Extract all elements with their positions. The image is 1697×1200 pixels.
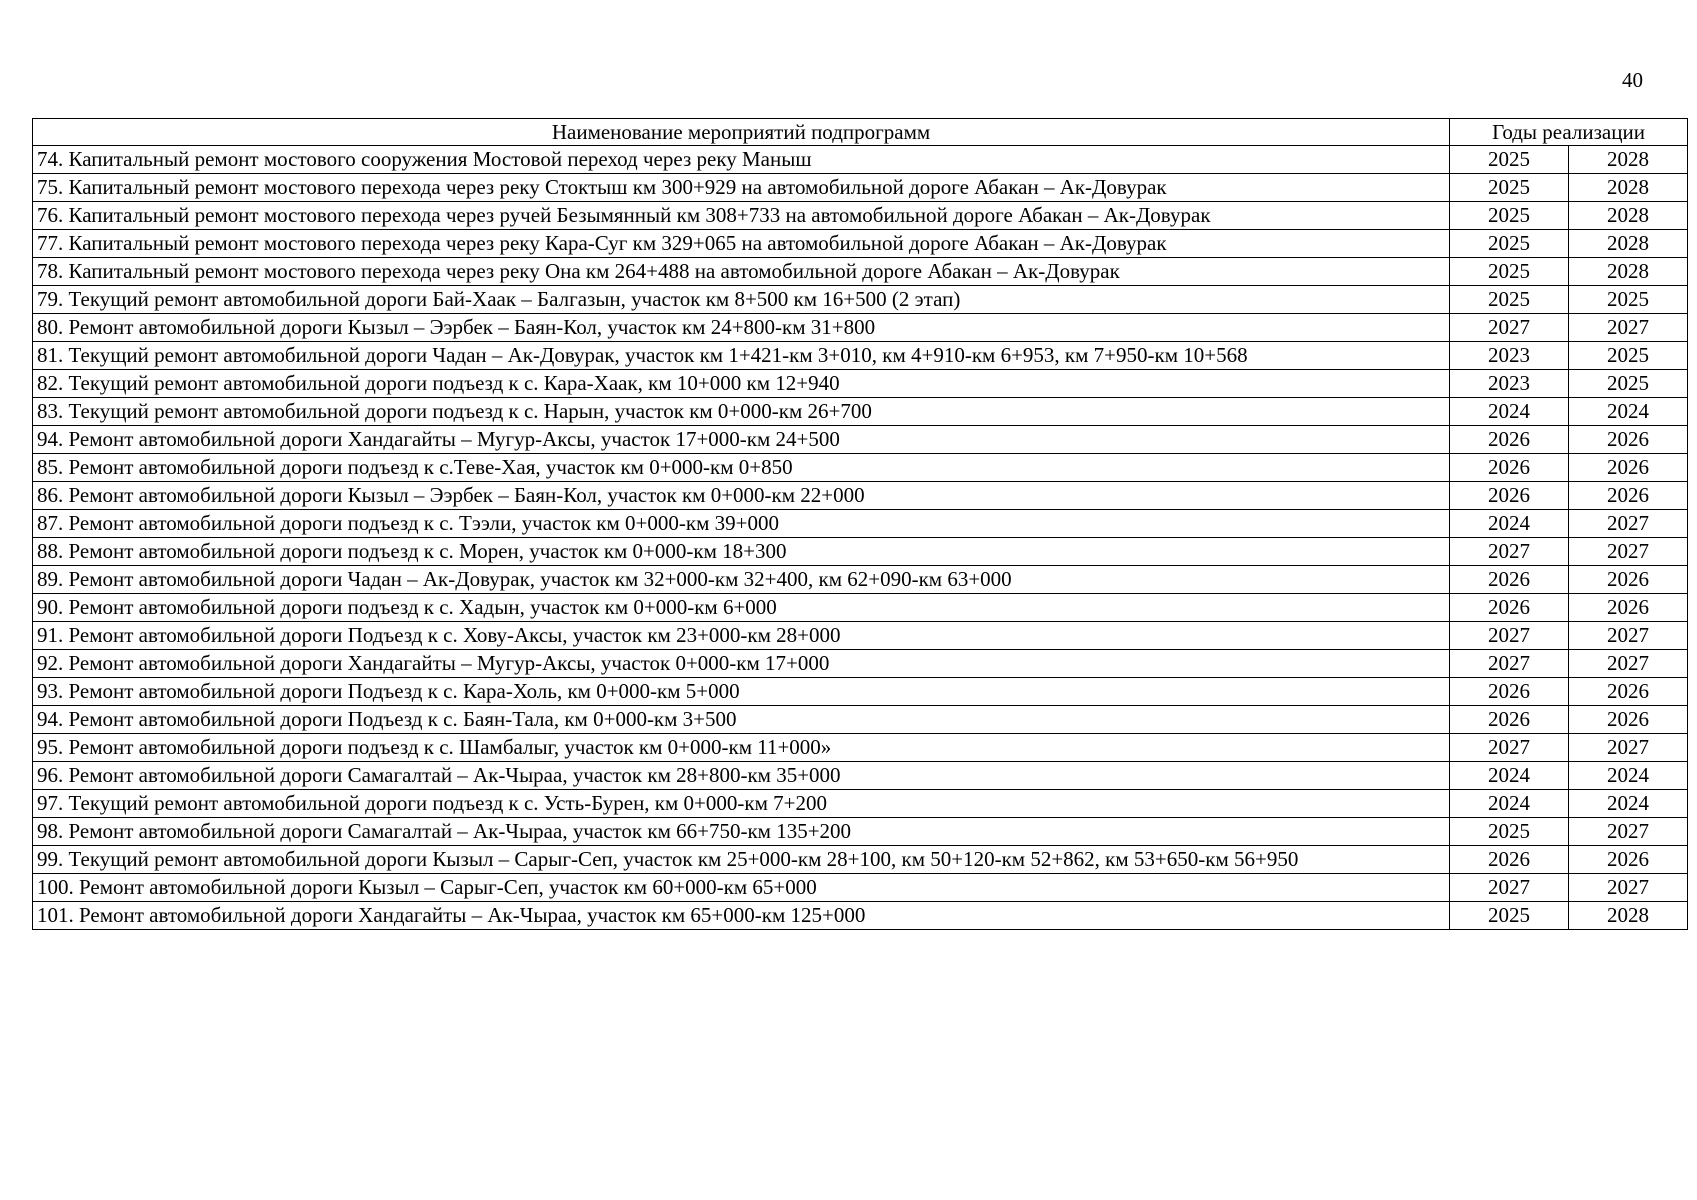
table-row [33, 426, 1688, 454]
start-year-cell: 2026 [1450, 566, 1569, 594]
start-year-cell: 2026 [1450, 426, 1569, 454]
measure-name-cell: 75. Капитальный ремонт мостового перехода через реку Стоктыш км 300+929 на автомобильной дороге Абакан – Ак-Довурак [33, 174, 1450, 202]
start-year-cell: 2025 [1450, 202, 1569, 230]
measure-name-cell: 91. Ремонт автомобильной дороги Подъезд к с. Хову-Аксы, участок км 23+000-км 28+000 [33, 622, 1450, 650]
measure-name-cell: 92. Ремонт автомобильной дороги Хандагайты – Мугур-Аксы, участок 0+000-км 17+000 [33, 650, 1450, 678]
start-year-cell: 2027 [1450, 650, 1569, 678]
measure-name-cell: 88. Ремонт автомобильной дороги подъезд к с. Морен, участок км 0+000-км 18+300 [33, 538, 1450, 566]
table-row [33, 230, 1688, 258]
table-row [33, 482, 1688, 510]
table-row [33, 454, 1688, 482]
table-row [33, 314, 1688, 342]
end-year-cell: 2027 [1569, 314, 1688, 342]
table-row [33, 678, 1688, 706]
table-row [33, 902, 1688, 930]
subprogram-measures-table [32, 118, 1688, 930]
measure-name-cell: 83. Текущий ремонт автомобильной дороги подъезд к с. Нарын, участок км 0+000-км 26+700 [33, 398, 1450, 426]
start-year-cell: 2024 [1450, 510, 1569, 538]
start-year-cell: 2027 [1450, 874, 1569, 902]
measure-name-cell: 74. Капитальный ремонт мостового сооружения Мостовой переход через реку Маныш [33, 146, 1450, 174]
table-row [33, 538, 1688, 566]
start-year-cell: 2027 [1450, 622, 1569, 650]
start-year-cell: 2024 [1450, 398, 1569, 426]
table-body [33, 146, 1688, 930]
table-row [33, 706, 1688, 734]
measure-name-cell: 82. Текущий ремонт автомобильной дороги подъезд к с. Кара-Хаак, км 10+000 км 12+940 [33, 370, 1450, 398]
table-row [33, 650, 1688, 678]
start-year-cell: 2025 [1450, 230, 1569, 258]
start-year-cell: 2026 [1450, 482, 1569, 510]
end-year-cell: 2026 [1569, 706, 1688, 734]
end-year-cell: 2027 [1569, 510, 1688, 538]
end-year-cell: 2025 [1569, 342, 1688, 370]
start-year-cell: 2026 [1450, 594, 1569, 622]
start-year-cell: 2026 [1450, 706, 1569, 734]
table-row [33, 510, 1688, 538]
end-year-cell: 2027 [1569, 874, 1688, 902]
table-row [33, 370, 1688, 398]
end-year-cell: 2026 [1569, 454, 1688, 482]
table-row [33, 762, 1688, 790]
end-year-cell: 2027 [1569, 650, 1688, 678]
measure-name-cell: 93. Ремонт автомобильной дороги Подъезд к с. Кара-Холь, км 0+000-км 5+000 [33, 678, 1450, 706]
header-measures-name: Наименование мероприятий подпрограмм [33, 119, 1450, 146]
table-row [33, 622, 1688, 650]
start-year-cell: 2027 [1450, 734, 1569, 762]
measure-name-cell: 94. Ремонт автомобильной дороги Подъезд к с. Баян-Тала, км 0+000-км 3+500 [33, 706, 1450, 734]
start-year-cell: 2027 [1450, 538, 1569, 566]
end-year-cell: 2026 [1569, 678, 1688, 706]
end-year-cell: 2025 [1569, 286, 1688, 314]
table-row [33, 818, 1688, 846]
end-year-cell: 2027 [1569, 734, 1688, 762]
table-row [33, 398, 1688, 426]
start-year-cell: 2026 [1450, 846, 1569, 874]
table-row [33, 874, 1688, 902]
end-year-cell: 2028 [1569, 258, 1688, 286]
header-implementation-years: Годы реализации [1450, 119, 1688, 146]
end-year-cell: 2025 [1569, 370, 1688, 398]
measure-name-cell: 89. Ремонт автомобильной дороги Чадан – Ак-Довурак, участок км 32+000-км 32+400, км 62+090-км 63+000 [33, 566, 1450, 594]
end-year-cell: 2024 [1569, 398, 1688, 426]
start-year-cell: 2024 [1450, 762, 1569, 790]
table-row [33, 594, 1688, 622]
table-header-row [33, 119, 1688, 146]
start-year-cell: 2026 [1450, 678, 1569, 706]
measure-name-cell: 98. Ремонт автомобильной дороги Самагалтай – Ак-Чыраа, участок км 66+750-км 135+200 [33, 818, 1450, 846]
measure-name-cell: 96. Ремонт автомобильной дороги Самагалтай – Ак-Чыраа, участок км 28+800-км 35+000 [33, 762, 1450, 790]
start-year-cell: 2026 [1450, 454, 1569, 482]
table-row [33, 174, 1688, 202]
measure-name-cell: 77. Капитальный ремонт мостового перехода через реку Кара-Суг км 329+065 на автомобильной дороге Абакан – Ак-Довурак [33, 230, 1450, 258]
measure-name-cell: 87. Ремонт автомобильной дороги подъезд к с. Тээли, участок км 0+000-км 39+000 [33, 510, 1450, 538]
table-row [33, 734, 1688, 762]
measure-name-cell: 90. Ремонт автомобильной дороги подъезд к с. Хадын, участок км 0+000-км 6+000 [33, 594, 1450, 622]
measure-name-cell: 79. Текущий ремонт автомобильной дороги Бай-Хаак – Балгазын, участок км 8+500 км 16+500 (2 этап) [33, 286, 1450, 314]
table-row [33, 846, 1688, 874]
table-row [33, 202, 1688, 230]
end-year-cell: 2028 [1569, 146, 1688, 174]
table-row [33, 258, 1688, 286]
start-year-cell: 2025 [1450, 146, 1569, 174]
measure-name-cell: 99. Текущий ремонт автомобильной дороги Кызыл – Сарыг-Сеп, участок км 25+000-км 28+100, км 50+120-км 52+862, км 53+650-км 56+950 [33, 846, 1450, 874]
end-year-cell: 2026 [1569, 846, 1688, 874]
measure-name-cell: 100. Ремонт автомобильной дороги Кызыл – Сарыг-Сеп, участок км 60+000-км 65+000 [33, 874, 1450, 902]
measure-name-cell: 101. Ремонт автомобильной дороги Хандагайты – Ак-Чыраа, участок км 65+000-км 125+000 [33, 902, 1450, 930]
page-number: 40 [1622, 68, 1643, 92]
start-year-cell: 2025 [1450, 818, 1569, 846]
start-year-cell: 2023 [1450, 370, 1569, 398]
measure-name-cell: 78. Капитальный ремонт мостового перехода через реку Она км 264+488 на автомобильной дороге Абакан – Ак-Довурак [33, 258, 1450, 286]
start-year-cell: 2025 [1450, 902, 1569, 930]
measure-name-cell: 76. Капитальный ремонт мостового перехода через ручей Безымянный км 308+733 на автомобильной дороге Абакан – Ак-Довурак [33, 202, 1450, 230]
table-row [33, 790, 1688, 818]
start-year-cell: 2027 [1450, 314, 1569, 342]
measure-name-cell: 94. Ремонт автомобильной дороги Хандагайты – Мугур-Аксы, участок 17+000-км 24+500 [33, 426, 1450, 454]
start-year-cell: 2023 [1450, 342, 1569, 370]
start-year-cell: 2025 [1450, 258, 1569, 286]
measure-name-cell: 81. Текущий ремонт автомобильной дороги Чадан – Ак-Довурак, участок км 1+421-км 3+010, км 4+910-км 6+953, км 7+950-км 10+568 [33, 342, 1450, 370]
table-row [33, 146, 1688, 174]
start-year-cell: 2025 [1450, 174, 1569, 202]
end-year-cell: 2026 [1569, 594, 1688, 622]
end-year-cell: 2028 [1569, 202, 1688, 230]
measure-name-cell: 80. Ремонт автомобильной дороги Кызыл – Ээрбек – Баян-Кол, участок км 24+800-км 31+800 [33, 314, 1450, 342]
end-year-cell: 2028 [1569, 174, 1688, 202]
table-row [33, 566, 1688, 594]
table-row [33, 286, 1688, 314]
measure-name-cell: 95. Ремонт автомобильной дороги подъезд к с. Шамбалыг, участок км 0+000-км 11+000» [33, 734, 1450, 762]
start-year-cell: 2025 [1450, 286, 1569, 314]
end-year-cell: 2027 [1569, 538, 1688, 566]
measure-name-cell: 85. Ремонт автомобильной дороги подъезд к с.Теве-Хая, участок км 0+000-км 0+850 [33, 454, 1450, 482]
table-row [33, 342, 1688, 370]
measure-name-cell: 86. Ремонт автомобильной дороги Кызыл – Ээрбек – Баян-Кол, участок км 0+000-км 22+000 [33, 482, 1450, 510]
start-year-cell: 2024 [1450, 790, 1569, 818]
measure-name-cell: 97. Текущий ремонт автомобильной дороги подъезд к с. Усть-Бурен, км 0+000-км 7+200 [33, 790, 1450, 818]
end-year-cell: 2026 [1569, 566, 1688, 594]
end-year-cell: 2026 [1569, 482, 1688, 510]
end-year-cell: 2027 [1569, 622, 1688, 650]
end-year-cell: 2028 [1569, 230, 1688, 258]
end-year-cell: 2027 [1569, 818, 1688, 846]
end-year-cell: 2024 [1569, 762, 1688, 790]
end-year-cell: 2026 [1569, 426, 1688, 454]
end-year-cell: 2024 [1569, 790, 1688, 818]
end-year-cell: 2028 [1569, 902, 1688, 930]
